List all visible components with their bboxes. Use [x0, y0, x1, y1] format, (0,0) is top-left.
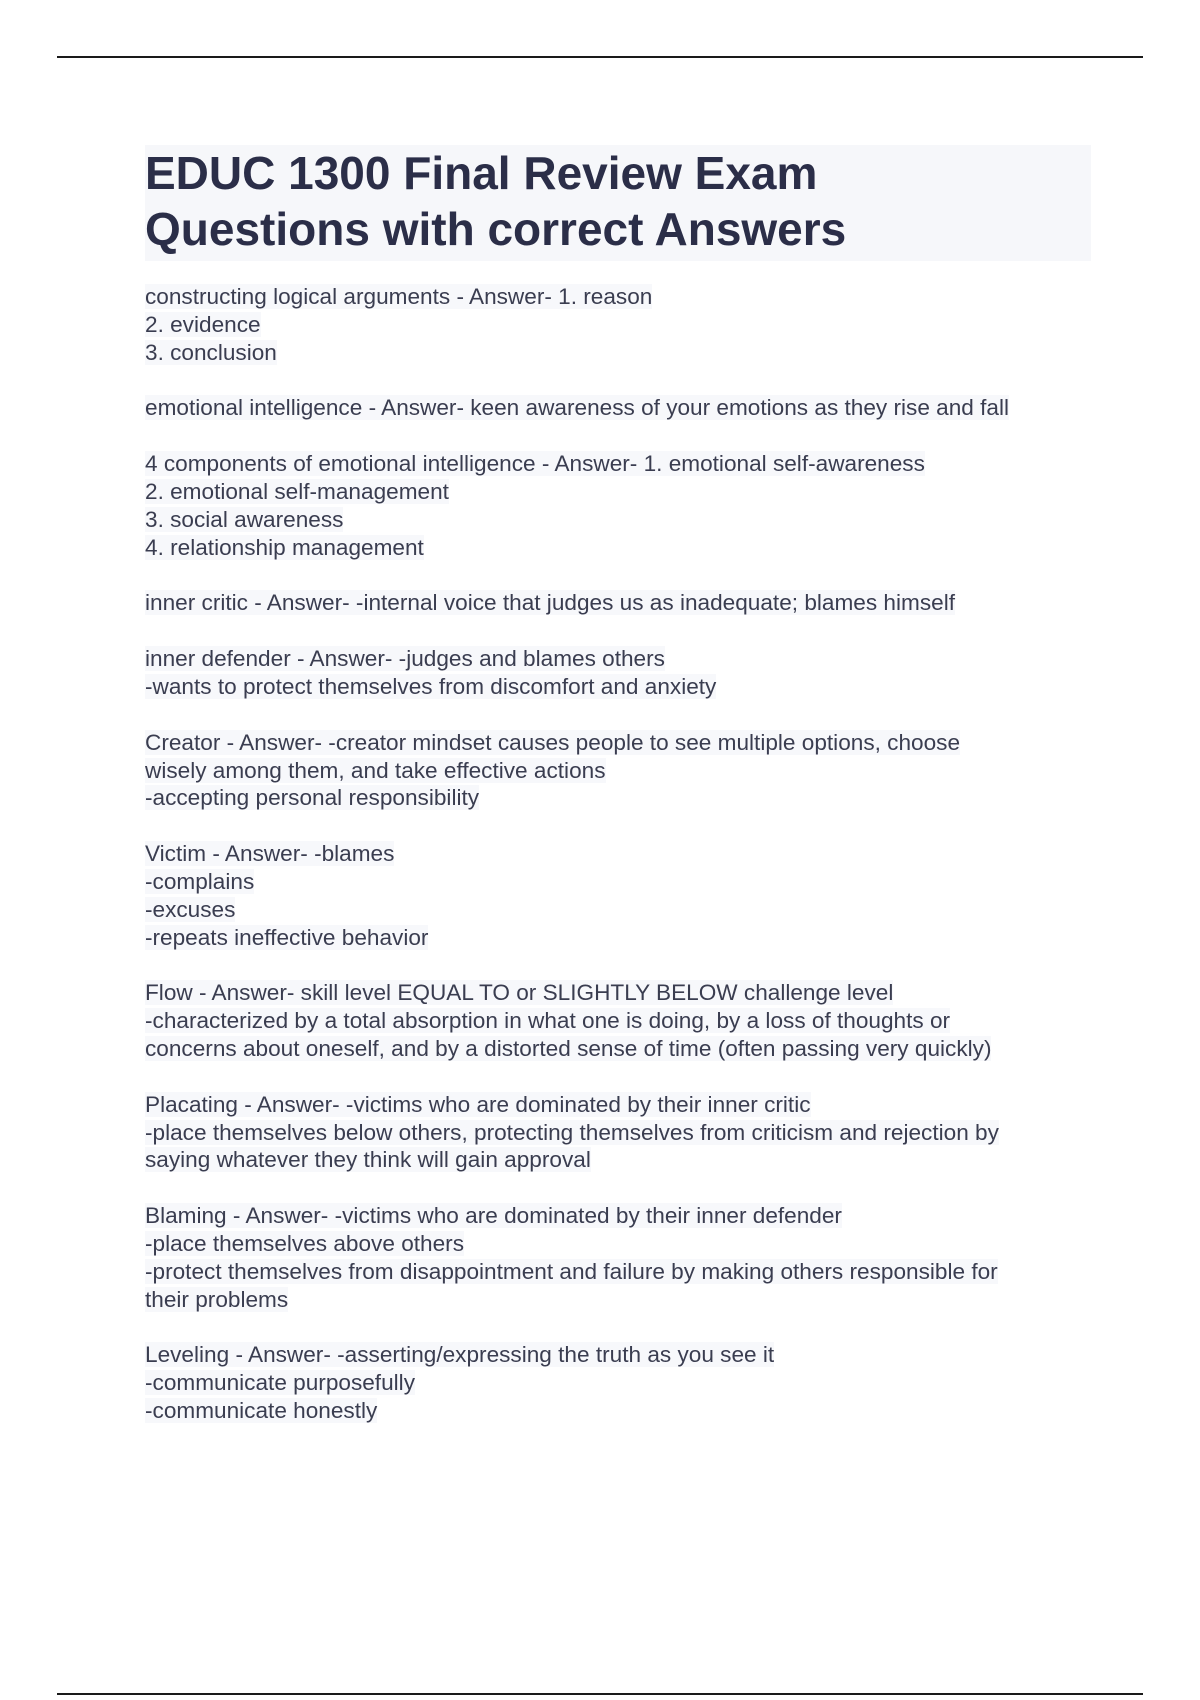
qa-line-text: 2. emotional self-management	[145, 478, 449, 504]
qa-item	[145, 1091, 1095, 1174]
qa-term-line	[145, 1202, 1095, 1230]
qa-item	[145, 450, 1095, 561]
qa-line-text: Blaming - Answer- -victims who are dominated by their inner defender	[145, 1203, 842, 1229]
qa-answer-line	[145, 1258, 1095, 1286]
qa-line-text: Creator - Answer- -creator mindset causes people to see multiple options, choose	[145, 729, 961, 755]
document-title	[145, 145, 1091, 261]
qa-line-text: Victim - Answer- -blames	[145, 841, 395, 867]
qa-term-line	[145, 1091, 1095, 1119]
qa-answer-line	[145, 534, 1095, 562]
qa-line-text: 3. conclusion	[145, 339, 277, 365]
qa-term-line	[145, 283, 1095, 311]
qa-line-text: -accepting personal responsibility	[145, 785, 480, 811]
qa-item	[145, 589, 1095, 617]
qa-list	[145, 283, 1095, 1453]
bottom-rule	[57, 1693, 1143, 1695]
qa-line-text: 2. evidence	[145, 311, 261, 337]
qa-line-text: -communicate purposefully	[145, 1370, 415, 1396]
qa-line-text: inner critic - Answer- -internal voice that judges us as inadequate; blames himself	[145, 590, 955, 616]
qa-line-text: Leveling - Answer- -asserting/expressing the truth as you see it	[145, 1342, 775, 1368]
qa-line-text: 4. relationship management	[145, 534, 424, 560]
qa-answer-line	[145, 784, 1095, 812]
qa-term-line	[145, 979, 1095, 1007]
qa-answer-line	[145, 757, 1095, 785]
qa-line-text: -repeats ineffective behavior	[145, 924, 429, 950]
qa-answer-line	[145, 506, 1095, 534]
qa-line-text: Placating - Answer- -victims who are dominated by their inner critic	[145, 1091, 811, 1117]
title-line-1: EDUC 1300 Final Review Exam	[145, 147, 818, 199]
qa-item	[145, 283, 1095, 366]
qa-answer-line	[145, 1230, 1095, 1258]
qa-answer-line	[145, 1146, 1095, 1174]
qa-line-text: -characterized by a total absorption in what one is doing, by a loss of thoughts or	[145, 1008, 951, 1034]
qa-line-text: wisely among them, and take effective actions	[145, 757, 606, 783]
qa-line-text: 3. social awareness	[145, 506, 344, 532]
qa-answer-line	[145, 1397, 1095, 1425]
qa-item	[145, 645, 1095, 701]
qa-answer-line	[145, 1119, 1095, 1147]
qa-line-text: -excuses	[145, 896, 236, 922]
qa-line-text: -complains	[145, 868, 255, 894]
qa-answer-line	[145, 1007, 1095, 1035]
qa-line-text: -place themselves below others, protecting themselves from criticism and rejection by	[145, 1119, 999, 1145]
qa-term-line	[145, 589, 1095, 617]
qa-item	[145, 979, 1095, 1062]
qa-item	[145, 729, 1095, 812]
qa-answer-line	[145, 1369, 1095, 1397]
qa-item	[145, 394, 1095, 422]
qa-answer-line	[145, 311, 1095, 339]
qa-line-text: inner defender - Answer- -judges and blames others	[145, 646, 665, 672]
qa-line-text: concerns about oneself, and by a distorted sense of time (often passing very quickly)	[145, 1035, 992, 1061]
qa-term-line	[145, 450, 1095, 478]
qa-answer-line	[145, 924, 1095, 952]
qa-item	[145, 1341, 1095, 1424]
qa-term-line	[145, 840, 1095, 868]
qa-line-text: emotional intelligence - Answer- keen awareness of your emotions as they rise and fall	[145, 395, 1010, 421]
qa-line-text: -communicate honestly	[145, 1397, 378, 1423]
qa-item	[145, 840, 1095, 951]
qa-line-text: Flow - Answer- skill level EQUAL TO or SLIGHTLY BELOW challenge level	[145, 980, 894, 1006]
qa-answer-line	[145, 673, 1095, 701]
qa-line-text: -protect themselves from disappointment and failure by making others responsible for	[145, 1258, 998, 1284]
qa-answer-line	[145, 478, 1095, 506]
qa-line-text: saying whatever they think will gain approval	[145, 1147, 591, 1173]
qa-line-text: -wants to protect themselves from discomfort and anxiety	[145, 673, 717, 699]
top-rule	[57, 56, 1143, 58]
qa-item	[145, 1202, 1095, 1313]
qa-term-line	[145, 645, 1095, 673]
qa-line-text: constructing logical arguments - Answer- 1. reason	[145, 284, 653, 309]
qa-answer-line	[145, 1286, 1095, 1314]
qa-answer-line	[145, 896, 1095, 924]
qa-line-text: -place themselves above others	[145, 1230, 464, 1256]
qa-line-text: 4 components of emotional intelligence - Answer- 1. emotional self-awareness	[145, 451, 925, 477]
qa-answer-line	[145, 868, 1095, 896]
qa-term-line	[145, 394, 1095, 422]
qa-term-line	[145, 729, 1095, 757]
qa-line-text: their problems	[145, 1286, 289, 1312]
qa-term-line	[145, 1341, 1095, 1369]
qa-answer-line	[145, 1035, 1095, 1063]
title-line-2: Questions with correct Answers	[145, 203, 847, 255]
qa-answer-line	[145, 339, 1095, 367]
